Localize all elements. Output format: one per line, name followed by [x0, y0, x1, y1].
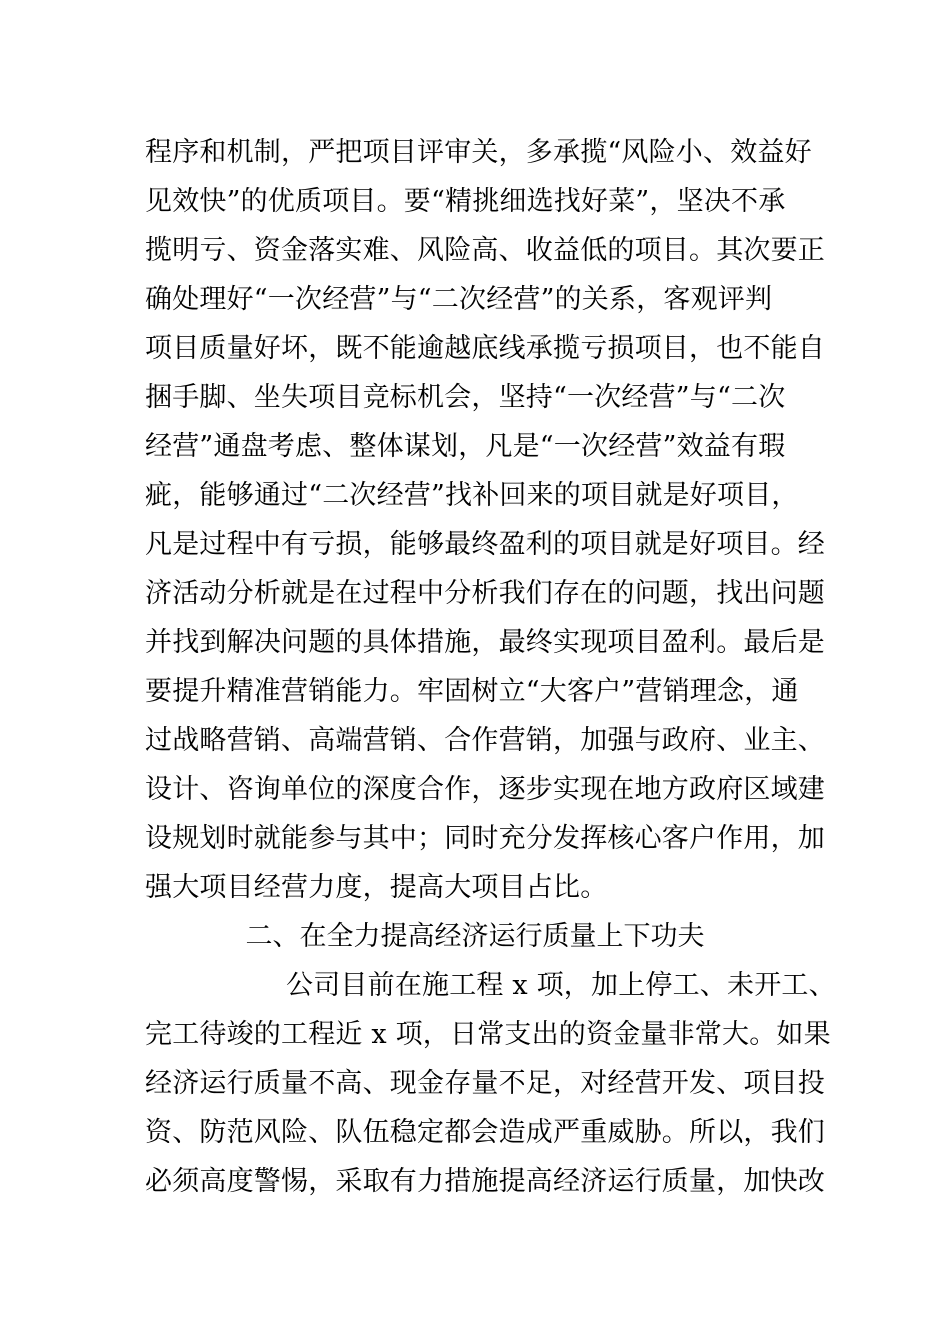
paragraph-line: 设计、咨询单位的深度合作，逐步实现在地方政府区域建 — [145, 774, 825, 805]
paragraph-line: 见效快”的优质项目。要“精挑细选找好菜”，坚决不承 — [145, 186, 786, 217]
paragraph-line-indented: 公司目前在施工程 x 项，加上停工、未开工、 — [286, 970, 836, 1001]
paragraph-line: 程序和机制，严把项目评审关，多承揽“风险小、效益好 — [145, 137, 812, 168]
paragraph-line: 经营”通盘考虑、整体谋划，凡是“一次经营”效益有瑕 — [145, 431, 786, 462]
paragraph-line: 要提升精准营销能力。牢固树立“大客户”营销理念，通 — [145, 676, 799, 707]
paragraph-line: 资、防范风险、队伍稳定都会造成严重威胁。所以，我们 — [145, 1117, 825, 1148]
paragraph-line: 凡是过程中有亏损，能够最终盈利的项目就是好项目。经 — [145, 529, 825, 560]
paragraph-line: 济活动分析就是在过程中分析我们存在的问题，找出问题 — [145, 578, 825, 609]
paragraph-line: 必须高度警惕，采取有力措施提高经济运行质量，加快改 — [145, 1166, 825, 1197]
paragraph-line: 项目质量好坏，既不能逾越底线承揽亏损项目，也不能自 — [145, 333, 825, 364]
paragraph-line: 揽明亏、资金落实难、风险高、收益低的项目。其次要正 — [145, 235, 825, 266]
paragraph-line: 设规划时就能参与其中；同时充分发挥核心客户作用，加 — [145, 823, 825, 854]
paragraph-line: 捆手脚、坐失项目竞标机会，坚持“一次经营”与“二次 — [145, 382, 786, 413]
paragraph-line: 确处理好“一次经营”与“二次经营”的关系，客观评判 — [145, 284, 773, 315]
paragraph-line: 疵，能够通过“二次经营”找补回来的项目就是好项目， — [145, 480, 799, 511]
paragraph-line: 强大项目经营力度，提高大项目占比。 — [145, 872, 608, 903]
paragraph-line: 完工待竣的工程近 x 项，日常支出的资金量非常大。如果 — [145, 1019, 831, 1050]
paragraph-line: 经济运行质量不高、现金存量不足，对经营开发、项目投 — [145, 1068, 825, 1099]
paragraph-line: 过战略营销、高端营销、合作营销，加强与政府、业主、 — [145, 725, 825, 756]
paragraph-line: 并找到解决问题的具体措施，最终实现项目盈利。最后是 — [145, 627, 825, 658]
section-heading: 二、在全力提高经济运行质量上下功夫 — [245, 921, 705, 952]
